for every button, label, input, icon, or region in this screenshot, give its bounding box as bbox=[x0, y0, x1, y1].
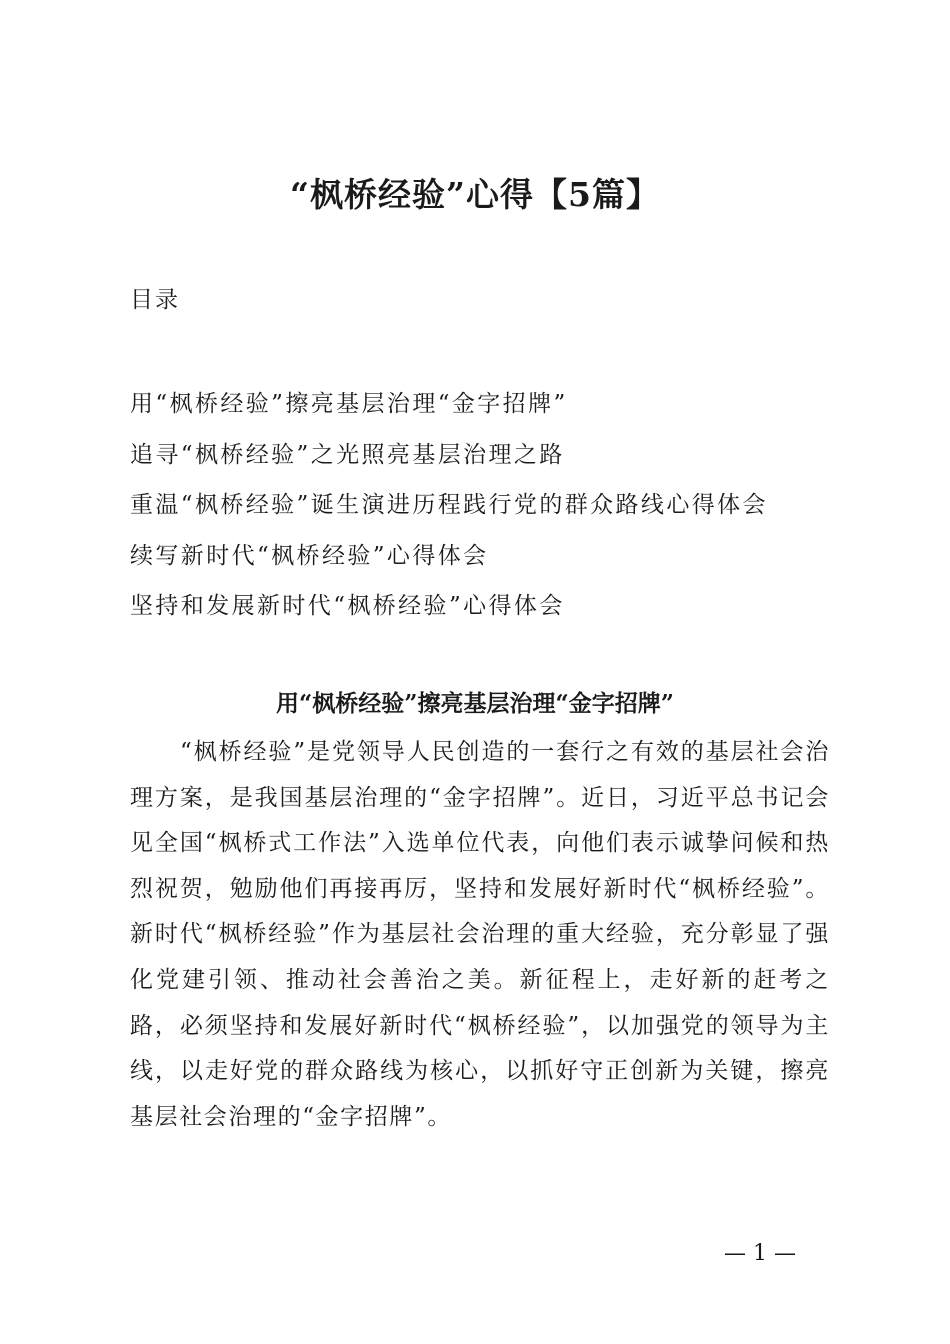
toc-heading: 目录 bbox=[130, 287, 180, 313]
page-number: — 1 — bbox=[724, 1241, 796, 1266]
article-paragraph: “枫桥经验”是党领导人民创造的一套行之有效的基层社会治理方案，是我国基层治理的“金字招牌”。近日，习近平总书记会见全国“枫桥式工作法”入选单位代表，向他们表示诚挚问候和热烈祝贺，勉励他们再接再厉，坚持和发展好新时代“枫桥经验”。新时代“枫桥经验”作为基层社会治理的重大经验，充分彰显了强化党建引领、推动社会善治之美。新征程上，走好新的赶考之路，必须坚持和发展好新时代“枫桥经验”，以加强党的领导为主线，以走好党的群众路线为核心，以抓好守正创新为关键，擦亮基层社会治理的“金字招牌”。 bbox=[130, 739, 830, 1130]
toc-item: 追寻“枫桥经验”之光照亮基层治理之路 bbox=[130, 441, 565, 468]
document-title: “枫桥经验”心得【5篇】 bbox=[290, 175, 660, 214]
article-title: 用“枫桥经验”擦亮基层治理“金字招牌” bbox=[276, 690, 674, 717]
toc-item: 用“枫桥经验”擦亮基层治理“金字招牌” bbox=[130, 391, 568, 417]
toc-item: 坚持和发展新时代“枫桥经验”心得体会 bbox=[130, 593, 565, 619]
toc-item: 重温“枫桥经验”诞生演进历程践行党的群众路线心得体会 bbox=[130, 492, 768, 518]
toc-item: 续写新时代“枫桥经验”心得体会 bbox=[130, 542, 489, 569]
table-of-contents bbox=[130, 386, 768, 639]
